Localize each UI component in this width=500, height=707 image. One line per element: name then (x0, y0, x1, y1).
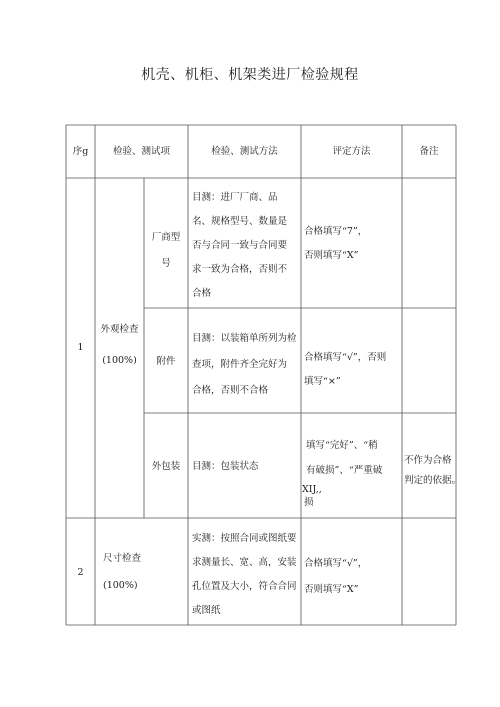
row1-category: 外观检查 (100, 324, 139, 335)
judge-line: 合格填写“√”， (304, 558, 368, 569)
method-line: 或图纸 (192, 605, 221, 616)
judge-line: 合格填写“7”， (304, 226, 368, 237)
header-method: 检验、测试方法 (211, 146, 278, 157)
method-line: 目测：以装箱单所列为检 (192, 333, 297, 344)
row1-category-pct: (100%) (102, 355, 137, 366)
row2-category: 尺寸检查 (103, 553, 142, 564)
subitem-vendor-model-judge (304, 220, 367, 268)
judge-line: 填写“完好”、“稍 (306, 440, 378, 451)
header-item: 检验、测试项 (112, 146, 170, 157)
method-line: 求测量长、宽、高，安装 (192, 557, 297, 568)
method-line: 合格，否则不合格 (192, 385, 269, 396)
row1-seq: 1 (77, 342, 84, 353)
judge-line: 有破损”、“严重破 (306, 465, 383, 476)
header-remark: 备注 (419, 146, 439, 157)
subitem-packaging: 外包装 (151, 461, 181, 472)
subitem-vendor-model (144, 225, 188, 277)
page-title: 机壳、机柜、机架类进厂检验规程 (141, 67, 359, 83)
judge-line: 合格填写“√”，否则 (304, 352, 387, 363)
subitem-accessories-judge (304, 346, 386, 394)
subitem-packaging-remark (404, 451, 461, 491)
method-line: 合格 (192, 288, 212, 299)
method-line: 名、规格型号、数量是 (192, 216, 288, 227)
subitem-vendor-model-line: 号 (161, 258, 171, 269)
row2-judge (304, 551, 367, 603)
judge-line: 否则填写“X” (304, 250, 359, 261)
row2-category-pct: (100%) (103, 580, 138, 591)
subitem-accessories: 附件 (156, 356, 176, 367)
method-line: 求一致为合格，否则不 (192, 264, 288, 275)
header-judge: 评定方法 (332, 146, 371, 157)
judge-line: 否则填写“X” (304, 584, 359, 595)
remark-line: 不作为合格 (404, 455, 452, 466)
judge-line: 填写“×” (304, 376, 341, 387)
row2-seq: 2 (77, 567, 84, 578)
row2-method (192, 527, 297, 623)
header-seq: 序g (72, 146, 89, 157)
method-line: 否与合同一致与合同要 (192, 240, 288, 251)
judge-line: XIJ,, (302, 484, 322, 495)
method-line: 查项，附件齐全完好为 (192, 359, 288, 370)
method-line: 孔位置及大小，符合合同 (192, 581, 297, 592)
method-line: 目测：进厂厂商、品 (192, 192, 278, 203)
subitem-packaging-method: 目测：包装状态 (192, 461, 259, 472)
subitem-packaging-judge (302, 433, 383, 509)
method-line: 实测：按照合同或图纸要 (192, 533, 297, 544)
subitem-vendor-model-line: 厂商型 (151, 232, 181, 243)
judge-line: 损 (304, 497, 314, 508)
remark-line: 判定的依据。 (404, 475, 462, 486)
subitem-accessories-method (192, 326, 297, 404)
subitem-vendor-model-method (192, 186, 287, 306)
